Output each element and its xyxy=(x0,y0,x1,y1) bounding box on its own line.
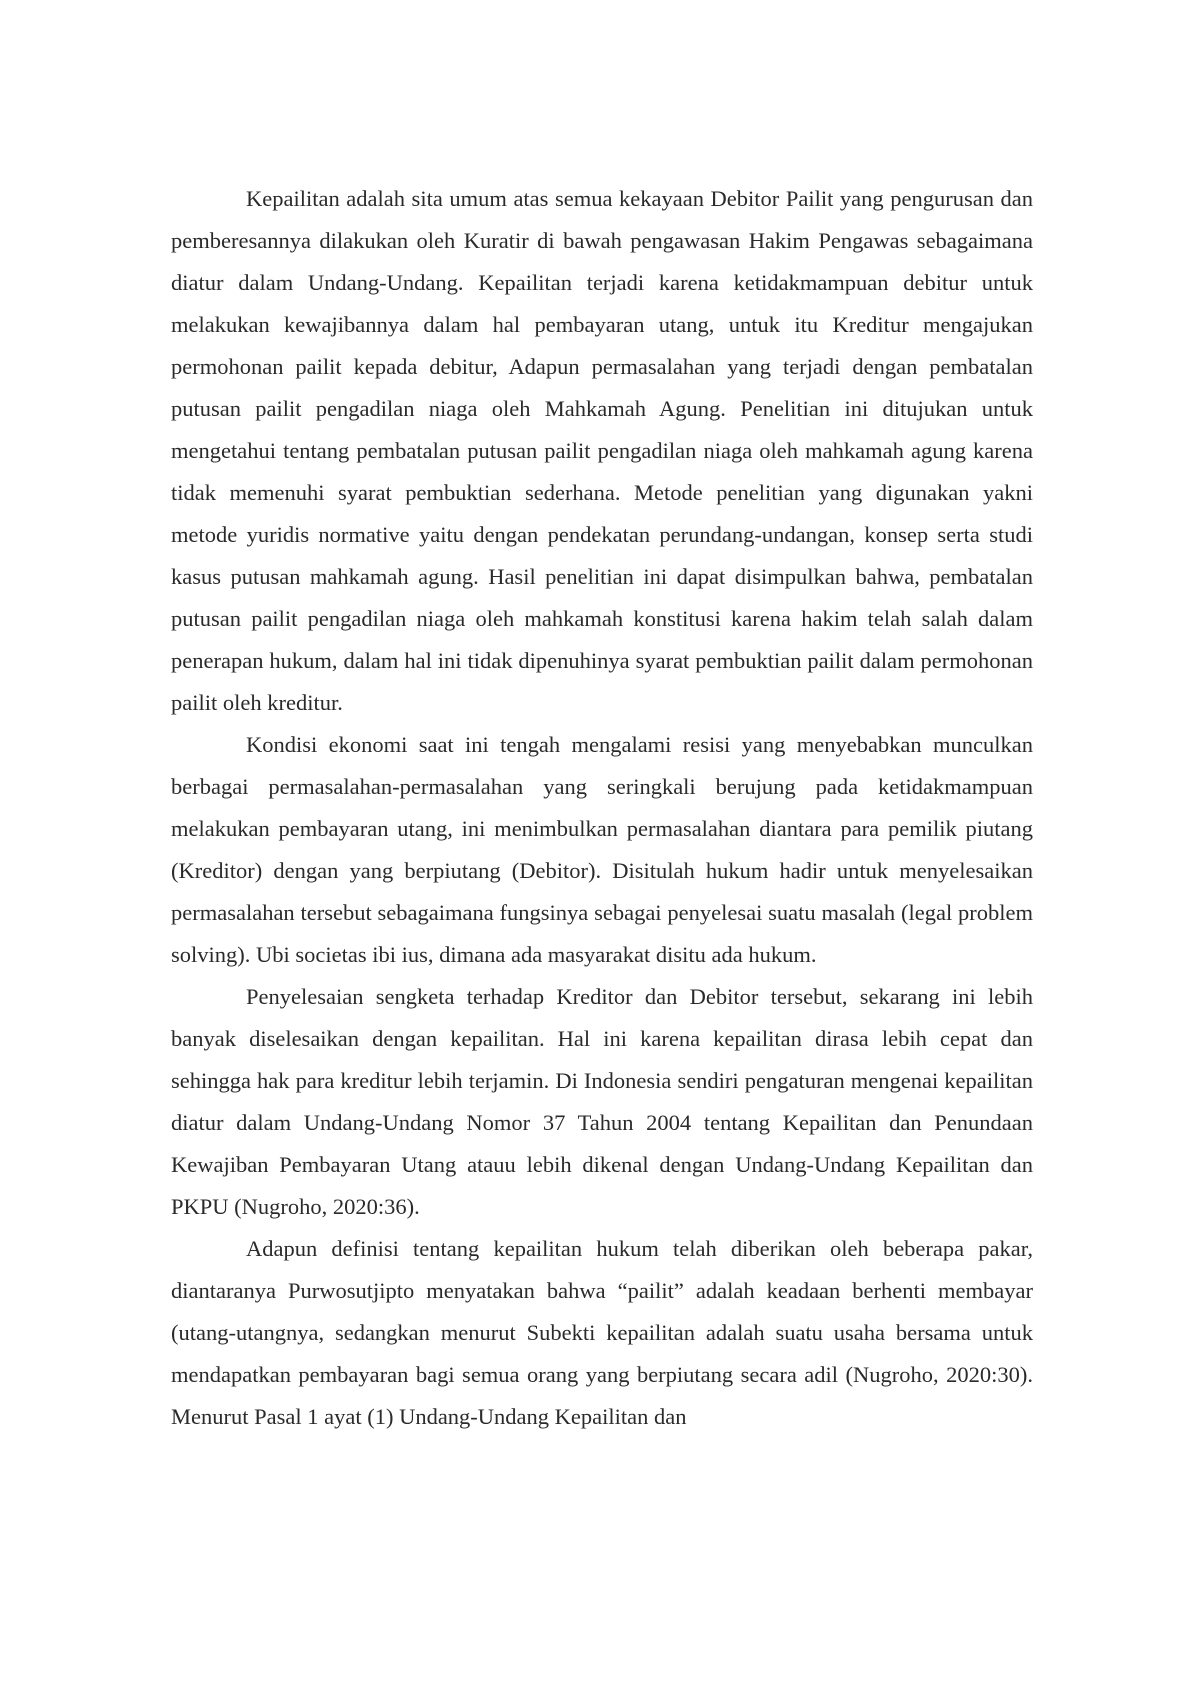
paragraph-dispute-settlement: Penyelesaian sengketa terhadap Kreditor dan Debitor tersebut, sekarang ini lebih banyak diselesaikan dengan kepailitan. Hal ini karena kepailitan dirasa lebih cepat dan sehingga hak para kreditur lebih terjamin. Di Indonesia sendiri pengaturan mengenai kepailitan diatur dalam Undang-Undang Nomor 37 Tahun 2004 tentang Kepailitan dan Penundaan Kewajiban Pembayaran Utang atauu lebih dikenal dengan Undang-Undang Kepailitan dan PKPU (Nugroho, 2020:36). xyxy=(171,984,1033,1219)
paragraph-abstract: Kepailitan adalah sita umum atas semua kekayaan Debitor Pailit yang pengurusan dan pemberesannya dilakukan oleh Kuratir di bawah pengawasan Hakim Pengawas sebagaimana diatur dalam Undang-Undang. Kepailitan terjadi karena ketidakmampuan debitur untuk melakukan kewajibannya dalam hal pembayaran utang, untuk itu Kreditur mengajukan permohonan pailit kepada debitur, Adapun permasalahan yang terjadi dengan pembatalan putusan pailit pengadilan niaga oleh Mahkamah Agung. Penelitian ini ditujukan untuk mengetahui tentang pembatalan putusan pailit pengadilan niaga oleh mahkamah agung karena tidak memenuhi syarat pembuktian sederhana. Metode penelitian yang digunakan yakni metode yuridis normative yaitu dengan pendekatan perundang-undangan, konsep serta studi kasus putusan mahkamah agung. Hasil penelitian ini dapat disimpulkan bahwa, pembatalan putusan pailit pengadilan niaga oleh mahkamah konstitusi karena hakim telah salah dalam penerapan hukum, dalam hal ini tidak dipenuhinya syarat pembuktian pailit dalam permohonan pailit oleh kreditur. xyxy=(171,186,1033,715)
body-text xyxy=(171,178,1033,1438)
paragraph-bankruptcy-definition: Adapun definisi tentang kepailitan hukum telah diberikan oleh beberapa pakar, diantaranya Purwosutjipto menyatakan bahwa “pailit” adalah keadaan berhenti membayar (utang-utangnya, sedangkan menurut Subekti kepailitan adalah suatu usaha bersama untuk mendapatkan pembayaran bagi semua orang yang berpiutang secara adil (Nugroho, 2020:30). Menurut Pasal 1 ayat (1) Undang-Undang Kepailitan dan xyxy=(171,1236,1033,1429)
paragraph-economic-condition: Kondisi ekonomi saat ini tengah mengalami resisi yang menyebabkan munculkan berbagai permasalahan-permasalahan yang seringkali berujung pada ketidakmampuan melakukan pembayaran utang, ini menimbulkan permasalahan diantara para pemilik piutang (Kreditor) dengan yang berpiutang (Debitor). Disitulah hukum hadir untuk menyelesaikan permasalahan tersebut sebagaimana fungsinya sebagai penyelesai suatu masalah (legal problem solving). Ubi societas ibi ius, dimana ada masyarakat disitu ada hukum. xyxy=(171,732,1033,967)
